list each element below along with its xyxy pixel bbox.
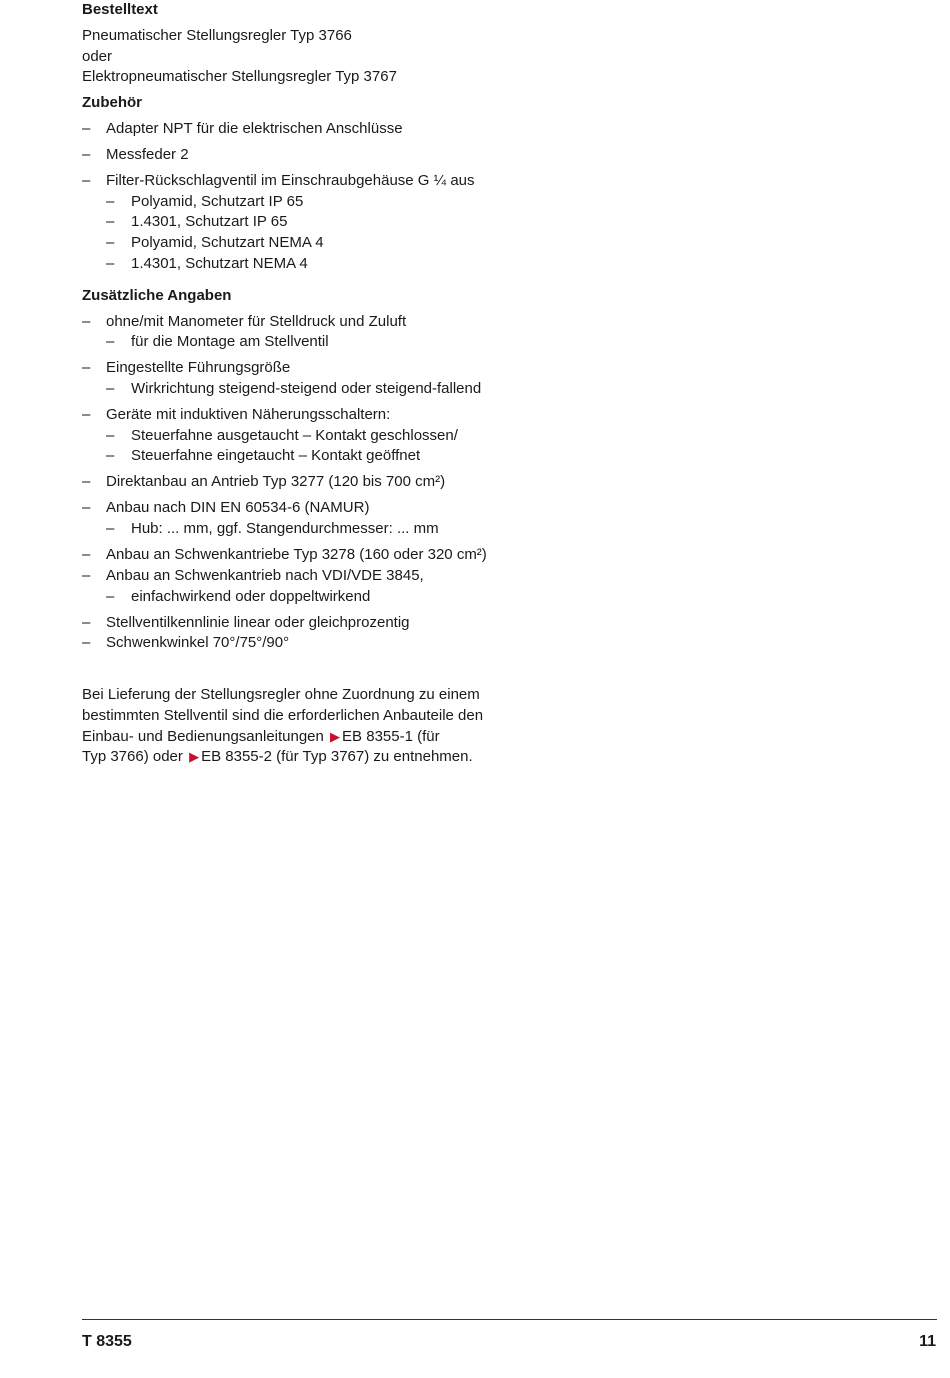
order-text-line: Elektropneumatischer Stellungsregler Typ 3767: [82, 68, 397, 86]
additional-heading: Zusätzliche Angaben: [82, 286, 232, 304]
accessories-list: [82, 119, 642, 275]
triangle-right-icon: ▶: [189, 749, 200, 765]
sub-list-item: – 1.4301, Schutzart IP 65: [82, 212, 642, 233]
note-line: bestimmten Stellventil sind die erforderlichen Anbauteile den: [82, 706, 484, 724]
doc-reference: EB 8355-2 (für Typ 3767) zu entnehmen.: [201, 748, 473, 766]
note-text: Einbau- und Bedienungsanleitungen: [82, 727, 324, 745]
list-item: – Schwenkwinkel 70°/75°/90°: [82, 633, 642, 654]
sub-list-item: – Hub: ... mm, ggf. Stangendurchmesser: ... mm: [82, 519, 642, 540]
sub-list-item: – Polyamid, Schutzart IP 65: [82, 192, 642, 213]
list-item: – Geräte mit induktiven Näherungsschaltern:: [82, 405, 642, 426]
sub-list-item: – Wirkrichtung steigend-steigend oder steigend-fallend: [82, 379, 642, 400]
delivery-note: [82, 685, 642, 768]
triangle-right-icon: ▶: [330, 728, 341, 744]
footer-divider: [82, 1319, 937, 1320]
list-item: – Eingestellte Führungsgröße: [82, 358, 642, 379]
additional-list: [82, 312, 642, 654]
list-item: – Anbau nach DIN EN 60534-6 (NAMUR): [82, 498, 642, 519]
list-item: – Stellventilkennlinie linear oder gleichprozentig: [82, 613, 642, 634]
sub-list-item: – Polyamid, Schutzart NEMA 4: [82, 233, 642, 254]
note-line: Bei Lieferung der Stellungsregler ohne Zuordnung zu einem: [82, 685, 480, 703]
note-line: [82, 727, 642, 748]
sub-list-item: – für die Montage am Stellventil: [82, 332, 642, 353]
page-content: [82, 0, 642, 768]
order-text-block: [82, 26, 642, 88]
list-item: – Adapter NPT für die elektrischen Anschlüsse: [82, 119, 642, 140]
doc-reference: EB 8355-1 (für: [342, 727, 440, 745]
list-item: – ohne/mit Manometer für Stelldruck und Zuluft: [82, 312, 642, 333]
sub-list-item: – Steuerfahne ausgetaucht – Kontakt geschlossen/: [82, 426, 642, 447]
list-item: – Anbau an Schwenkantrieb nach VDI/VDE 3845,: [82, 566, 642, 587]
order-text-line: Pneumatischer Stellungsregler Typ 3766: [82, 27, 352, 44]
list-item: – Anbau an Schwenkantriebe Typ 3278 (160 oder 320 cm²): [82, 545, 642, 566]
note-text: Typ 3766) oder: [82, 748, 183, 766]
footer-doc-id: T 8355: [82, 1333, 132, 1350]
list-item: – Messfeder 2: [82, 145, 642, 166]
sub-list-item: – 1.4301, Schutzart NEMA 4: [82, 254, 642, 275]
page-number: 11: [919, 1333, 936, 1350]
accessories-heading: Zubehör: [82, 94, 142, 112]
sub-list-item: – einfachwirkend oder doppeltwirkend: [82, 587, 642, 608]
order-text-line: oder: [82, 47, 113, 65]
note-line: [82, 747, 642, 768]
list-item: – Filter-Rückschlagventil im Einschraubgehäuse G ¼ aus: [82, 171, 642, 192]
list-item: – Direktanbau an Antrieb Typ 3277 (120 bis 700 cm²): [82, 472, 642, 493]
order-text-heading: Bestelltext: [82, 1, 158, 18]
sub-list-item: – Steuerfahne eingetaucht – Kontakt geöffnet: [82, 446, 642, 467]
